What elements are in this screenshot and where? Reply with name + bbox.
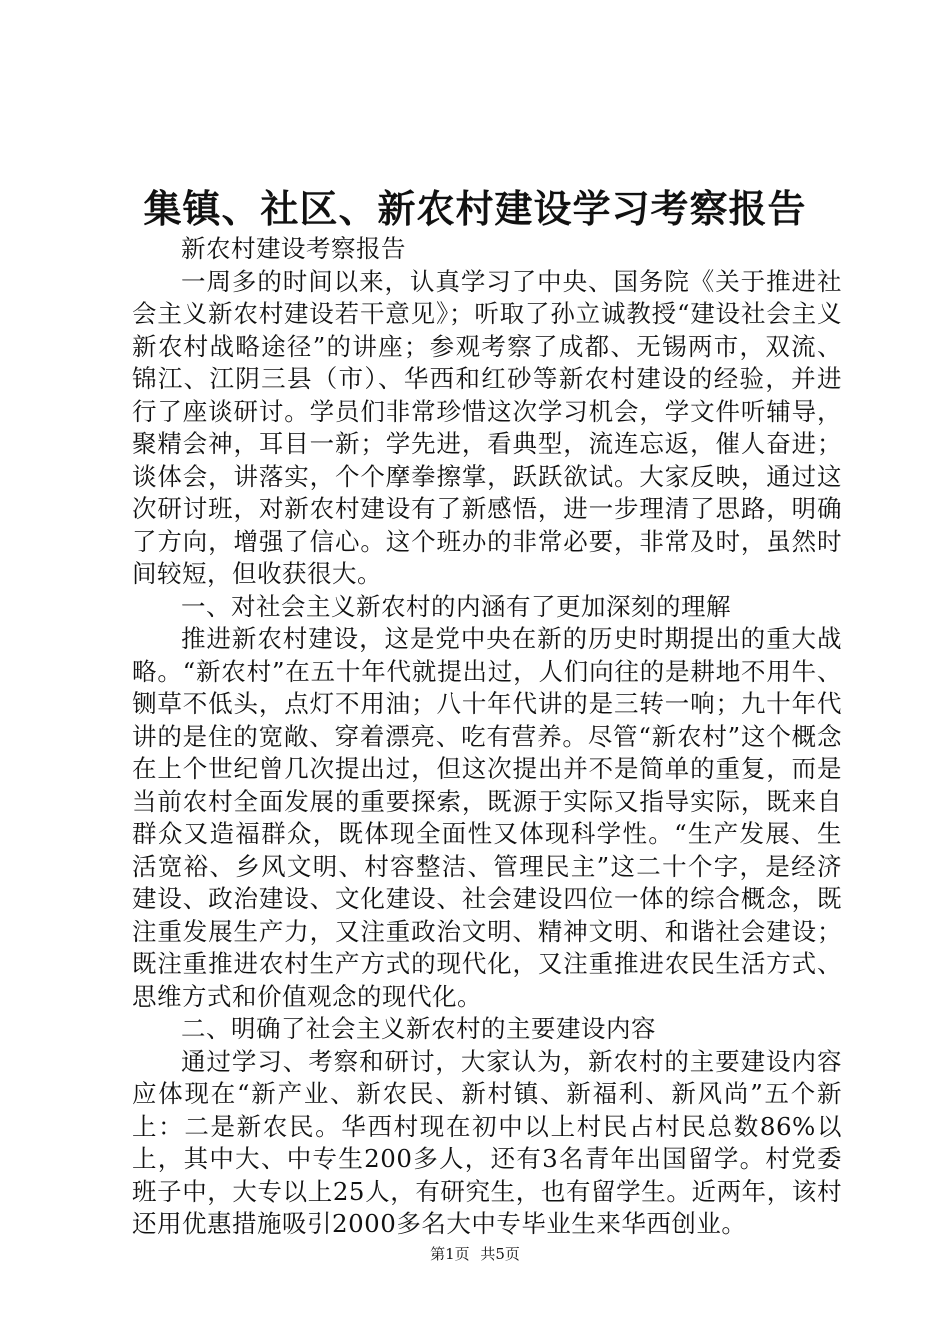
section-1-paragraph: 推进新农村建设，这是党中央在新的历史时期提出的重大战略。“新农村”在五十年代就提出过，人们向往的是耕地不用牛、铡草不低头，点灯不用油；八十年代讲的是三转一响；九十年代讲的是住的宽敞、穿着漂亮、吃有营养。尽管“新农村”这个概念在上个世纪曾几次提出过，但这次提出并不是简单的重复，而是当前农村全面发展的重要探索，既源于实际又指导实际，既来自群众又造福群众，既体现全面性又体现科学性。“生产发展、生活宽裕、乡风文明、村容整洁、管理民主”这二十个字，是经济建设、政治建设、文化建设、社会建设四位一体的综合概念，既注重发展生产力，又注重政治文明、精神文明、和谐社会建设；既注重推进农村生产方式的现代化，又注重推进农民生活方式、思维方式和价值观念的现代化。 <box>132 624 842 1011</box>
section-heading-1: 一、对社会主义新农村的内涵有了更加深刻的理解 <box>181 591 731 621</box>
intro-paragraph: 一周多的时间以来，认真学习了中央、国务院《关于推进社会主义新农村建设若干意见》；听取了孙立诚教授“建设社会主义新农村战略途径”的讲座；参观考察了成都、无锡两市，双流、锦江、江阴三县（市）、华西和红砂等新农村建设的经验，并进行了座谈研讨。学员们非常珍惜这次学习机会，学文件听辅导，聚精会神，耳目一新；学先进，看典型，流连忘返，催人奋进；谈体会，讲落实，个个摩拳擦掌，跃跃欲试。大家反映，通过这次研讨班，对新农村建设有了新感悟，进一步理清了思路，明确了方向，增强了信心。这个班办的非常必要，非常及时，虽然时间较短，但收获很大。 <box>132 266 842 588</box>
section-heading-2: 二、明确了社会主义新农村的主要建设内容 <box>181 1014 656 1043</box>
page-title: 集镇、社区、新农村建设学习考察报告 <box>143 186 807 231</box>
section-2-paragraph: 通过学习、考察和研讨，大家认为，新农村的主要建设内容应体现在“新产业、新农民、新村镇、新福利、新风尚”五个新上：二是新农民。华西村现在初中以上村民占村民总数86%以上，其中大、中专生200多人，还有3名青年出国留学。村党委班子中，大专以上25人，有研究生，也有留学生。近两年，该村还用优惠措施吸引2000多名大中专毕业生来华西创业。 <box>132 1046 842 1238</box>
page-total: 共5页 <box>480 1245 520 1263</box>
page-number: 第1页 <box>430 1245 470 1263</box>
page-footer <box>0 1244 950 1264</box>
subtitle-paragraph: 新农村建设考察报告 <box>181 234 406 263</box>
document-body <box>132 233 842 1241</box>
